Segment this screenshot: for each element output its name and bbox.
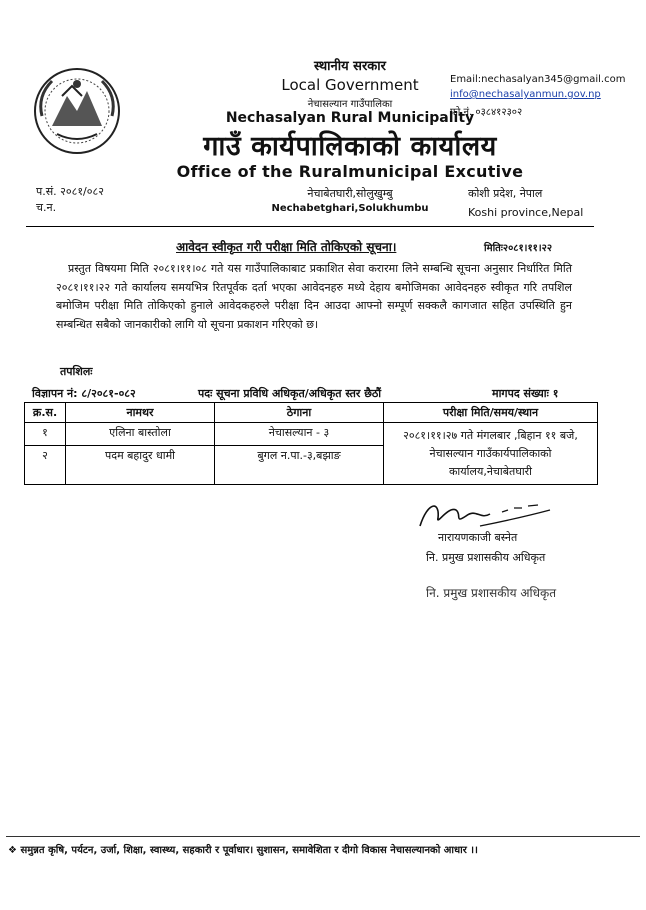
phone: फो.नं. ०३८४१२३०२ (450, 107, 523, 118)
row-name: एलिना बास्तोला (66, 423, 215, 446)
province-np: कोशी प्रदेश, नेपाल (468, 187, 543, 200)
demand-count: मागपद संख्याः १ (492, 387, 559, 400)
advertisement-number: विज्ञापन नं: ८/२०८१-०८२ (32, 387, 136, 400)
row-sn: २ (25, 446, 66, 485)
dispatch-number: च.न. (36, 201, 57, 214)
local-government-np: स्थानीय सरकार (314, 59, 386, 74)
row-address: बुगल न.पा.-३,बझाङ (215, 446, 384, 485)
table-header-row (25, 403, 598, 423)
municipality-en: Nechasalyan Rural Municipality (225, 110, 475, 126)
reference-number: प.सं. २०८१/०८२ (36, 185, 104, 198)
address-en: Nechabetghari,Solukhumbu (271, 203, 429, 214)
col-name: नामथर (66, 403, 215, 423)
province-en: Koshi province,Nepal (468, 206, 584, 219)
office-title-en: Office of the Ruralmunicipal Excutive (176, 162, 524, 181)
signatory-name: नारायणकाजी बस्नेत (438, 531, 518, 544)
signature-icon (410, 496, 560, 534)
exam-details: २०८१।११।२७ गते मंगलबार ,बिहान ११ बजे, नेचासल्यान गाउँकार्यपालिकाको कार्यालय,नेचाबेतघारी (384, 423, 598, 485)
details-label: तपशिलः (60, 365, 93, 378)
post-title: पदः सूचना प्रविधि अधिकृत/अधिकृत स्तर छैठौं (198, 387, 382, 400)
office-title-np: गाउँ कार्यपालिकाको कार्यालय (203, 131, 497, 162)
designation-stamp: नि. प्रमुख प्रशासकीय अधिकृत (426, 586, 557, 600)
col-address: ठेगाना (215, 403, 384, 423)
notice-body: प्रस्तुत विषयमा मिति २०८१।११।०८ गते यस गाउँपालिकाबाट प्रकाशित सेवा करारमा लिने सम्बन्धि सूचना अनुसार निर्धारित मिति २०८१।११।२२ गते कार्यालय समयभित्र रितपूर्वक दर्ता भएका आवेदनहरु मध्ये देहाय बमोजिमका आवेदनहरु स्वीकृत गरि तपशिल बमोजिम परीक्षा मिति तोकिएको हुनाले आवेदकहरुले परीक्षा दिन आउदा आफ्नो सम्पूर्ण सक्कलै कागजात सहित उपस्थिति हुन सम्बन्धित सबैको जानकारीको लागि यो सूचना प्रकाशन गरिएको छ। (56, 262, 572, 331)
footer-slogan: ❖ समुन्नत कृषि, पर्यटन, उर्जा, शिक्षा, स्वास्थ्य, सहकारी र पूर्वाधार। सुशासन, समावेशिता र दीगो विकास नेचासल्यानको आधार ।। (8, 845, 478, 856)
header-divider (26, 226, 594, 227)
applicant-table (24, 402, 598, 485)
notice-date: मितिः२०८१।११।२२ (484, 243, 553, 254)
notice-title: आवेदन स्वीकृत गरी परीक्षा मिति तोकिएको सूचना। (176, 240, 397, 254)
row-address: नेचासल्यान - ३ (215, 423, 384, 446)
footer-divider (6, 836, 640, 837)
row-name: पदम बहादुर धामी (66, 446, 215, 485)
table-row (25, 423, 598, 446)
email: Email:nechasalyan345@gmail.com (450, 74, 626, 85)
col-exam: परीक्षा मिति/समय/स्थान (384, 403, 598, 423)
address-np: नेचाबेतघारी,सोलुखुम्बु (307, 187, 393, 200)
row-sn: १ (25, 423, 66, 446)
col-sn: क्र.स. (25, 403, 66, 423)
government-emblem-icon (32, 66, 122, 156)
municipality-np: नेचासल्यान गाउँपालिका (307, 99, 393, 110)
local-government-en: Local Government (281, 76, 419, 94)
alt-email-link[interactable]: info@nechasalyanmun.gov.np (450, 89, 601, 100)
signatory-role: नि. प्रमुख प्रशासकीय अधिकृत (426, 551, 546, 564)
